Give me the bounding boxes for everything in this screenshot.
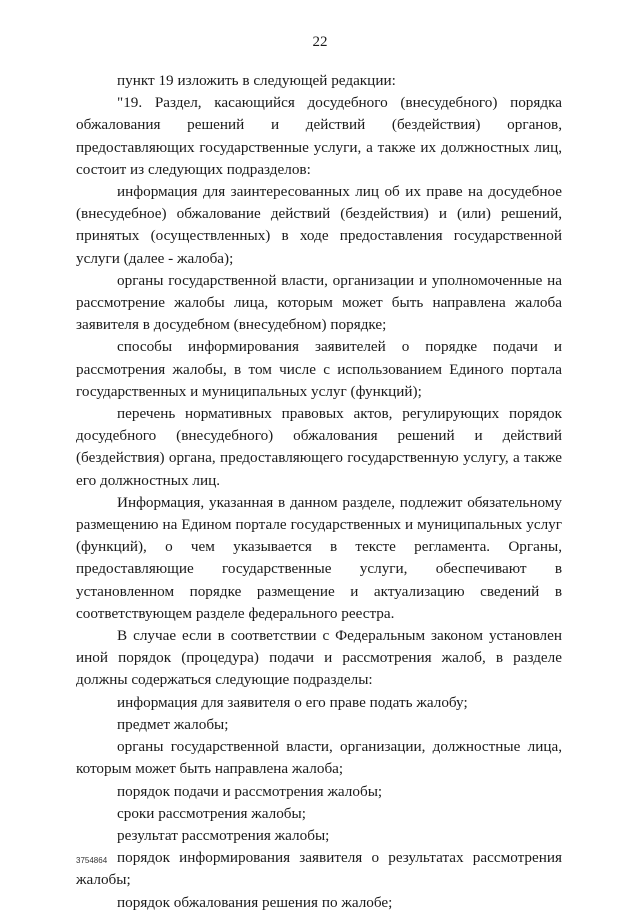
list-item-complaint-subject: предмет жалобы; bbox=[117, 715, 229, 733]
page-number: 22 bbox=[312, 34, 328, 50]
paragraph-alternative-procedure: В случае если в соответствии с Федеральным законом установлен иной порядок (процедура) подачи и рассмотрения жалоб, в разделе должны содержаться следующие подразделы: bbox=[76, 627, 562, 689]
list-item-decision-appeal: порядок обжалования решения по жалобе; bbox=[117, 893, 393, 911]
list-item-filing-procedure: порядок подачи и рассмотрения жалобы; bbox=[117, 782, 383, 800]
paragraph-right-to-appeal-info: информация для заинтересованных лиц об их праве на досудебное (внесудебное) обжалование действий (бездействия) и (или) решений, принятых (осуществленных) в ходе предоставления государственной услуги (далее - жалоба); bbox=[76, 183, 562, 267]
paragraph-regulatory-acts: перечень нормативных правовых актов, регулирующих порядок досудебного (внесудебного) обжалования решений и действий (бездействия) органа, предоставляющего государственную услугу, а также его должностных лиц. bbox=[76, 405, 562, 489]
list-item-review-result: результат рассмотрения жалобы; bbox=[117, 826, 330, 844]
document-body bbox=[76, 70, 562, 914]
paragraph-portal-placement: Информация, указанная в данном разделе, подлежит обязательному размещению на Едином портале государственных и муниципальных услуг (функций), о чем указывается в тексте регламента. Органы, предоставляющие государственные услуги, обеспечивают в установленном порядке размещение и актуализацию сведений в соответствующем разделе федерального реестра. bbox=[76, 493, 562, 622]
paragraph-intro: пункт 19 изложить в следующей редакции: bbox=[117, 72, 396, 89]
paragraph-informing-methods: способы информирования заявителей о порядке подачи и рассмотрения жалобы, в том числе с использованием Единого портала государственных и муниципальных услуг (функций); bbox=[76, 338, 562, 400]
list-item-authorities: органы государственной власти, организации, должностные лица, которым может быть направлена жалоба; bbox=[76, 738, 562, 778]
paragraph-section-19: "19. Раздел, касающийся досудебного (внесудебного) порядка обжалования решений и действий (бездействия) органов, предоставляющих государственные услуги, а также их должностных лиц, состоит из следующих подразделов: bbox=[76, 94, 562, 178]
list-item-informing-results: порядок информирования заявителя о результатах рассмотрения жалобы; bbox=[76, 849, 562, 889]
document-code: 3754864 bbox=[76, 856, 108, 865]
list-item-right-to-complain: информация для заявителя о его праве подать жалобу; bbox=[117, 693, 468, 711]
list-item-review-terms: сроки рассмотрения жалобы; bbox=[117, 804, 306, 822]
paragraph-appeal-bodies: органы государственной власти, организации и уполномоченные на рассмотрение жалобы лица, которым может быть направлена жалоба заявителя в досудебном (внесудебном) порядке; bbox=[76, 271, 562, 334]
